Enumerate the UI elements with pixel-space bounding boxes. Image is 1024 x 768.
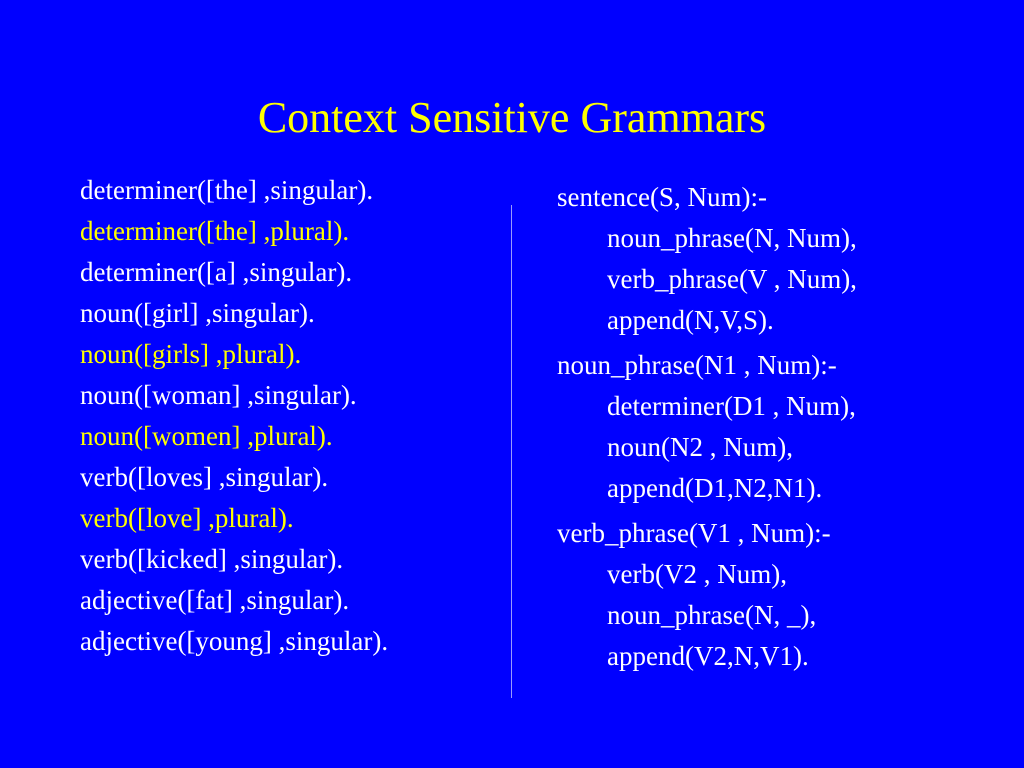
- rule-head: sentence(S, Num):-: [557, 182, 767, 212]
- column-divider: [511, 205, 512, 698]
- fact-line: verb([kicked] ,singular).: [80, 544, 344, 574]
- fact-line-highlighted: verb([love] ,plural).: [80, 503, 294, 533]
- facts-list: [80, 170, 500, 662]
- fact-line-highlighted: noun([women] ,plural).: [80, 421, 333, 451]
- fact-line: noun([girl] ,singular).: [80, 298, 315, 328]
- rule-head: verb_phrase(V1 , Num):-: [557, 518, 831, 548]
- rules-list: [557, 177, 997, 681]
- rule-body-line: append(V2,N,V1).: [607, 641, 809, 671]
- rule-noun-phrase: [557, 345, 997, 509]
- fact-line-highlighted: noun([girls] ,plural).: [80, 339, 302, 369]
- rule-body-line: verb(V2 , Num),: [607, 559, 787, 589]
- rule-verb-phrase: [557, 513, 997, 677]
- rule-head: noun_phrase(N1 , Num):-: [557, 350, 837, 380]
- fact-line: verb([loves] ,singular).: [80, 462, 329, 492]
- rule-body-line: noun_phrase(N, Num),: [607, 223, 857, 253]
- slide-title: Context Sensitive Grammars: [257, 93, 767, 142]
- rule-body-line: append(D1,N2,N1).: [607, 473, 823, 503]
- fact-line: adjective([fat] ,singular).: [80, 585, 350, 615]
- rule-body-line: append(N,V,S).: [607, 305, 774, 335]
- fact-line: noun([woman] ,singular).: [80, 380, 357, 410]
- fact-line: determiner([a] ,singular).: [80, 257, 353, 287]
- rule-body-line: noun_phrase(N, _),: [607, 600, 817, 630]
- rule-sentence: [557, 177, 997, 341]
- rule-body-line: noun(N2 , Num),: [607, 432, 793, 462]
- rule-body-line: determiner(D1 , Num),: [607, 391, 856, 421]
- fact-line: determiner([the] ,singular).: [80, 175, 374, 205]
- rule-body-line: verb_phrase(V , Num),: [607, 264, 857, 294]
- fact-line: adjective([young] ,singular).: [80, 626, 389, 656]
- fact-line-highlighted: determiner([the] ,plural).: [80, 216, 350, 246]
